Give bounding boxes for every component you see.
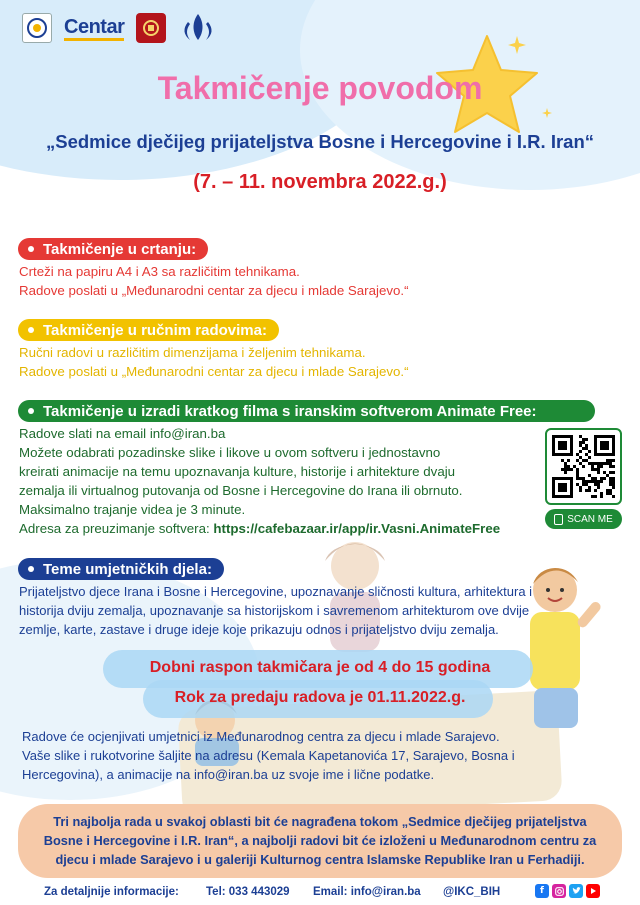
award-line: Tri najbolja rada u svakoj oblasti bit će nagrađena tokom „Sedmice dječijeg prijateljstva xyxy=(53,814,587,829)
handcraft-line: Radove poslati u „Međunarodni centar za djecu i mlade Sarajevo.“ xyxy=(19,364,409,379)
instagram-icon[interactable] xyxy=(552,884,566,898)
youtube-icon[interactable] xyxy=(586,884,600,898)
age-range: Dobni raspon takmičara je od 4 do 15 godina xyxy=(149,659,491,676)
social-handle[interactable]: @IKC_BIH xyxy=(443,886,501,898)
qr-code-icon[interactable] xyxy=(545,428,622,505)
handcraft-line: Ručni radovi u različitim dimenzijama i željenim tehnikama. xyxy=(19,345,366,360)
themes-line: Prijateljstvo djece Irana i Bosne i Hercegovine, upoznavanje sličnosti kultura, arhitektura i xyxy=(19,584,533,599)
film-competition-heading xyxy=(18,400,595,422)
event-dates: (7. – 11. novembra 2022.g.) xyxy=(193,171,447,193)
film-line: Radove slati na email info@iran.ba xyxy=(19,426,226,441)
facebook-icon[interactable]: f xyxy=(535,884,549,898)
bullet-icon xyxy=(28,327,34,333)
event-subtitle: „Sedmice dječijeg prijateljstva Bosne i Hercegovine i I.R. Iran“ xyxy=(46,131,594,152)
social-icons xyxy=(535,884,600,898)
scan-label: SCAN ME xyxy=(567,513,613,525)
centar-logo: Centar xyxy=(64,16,124,41)
award-text xyxy=(28,812,612,869)
film-line: Možete odabrati pozadinske slike i likove u ovom softveru i jednostavno xyxy=(19,445,441,460)
phone-number[interactable]: Tel: 033 443029 xyxy=(206,886,290,898)
phone-icon xyxy=(554,514,563,525)
evaluation-line: Vaše slike i rukotvorine šaljite na adresu (Kemala Kapetanovića 17, Sarajevo, Bosna i xyxy=(22,748,515,763)
drawing-line: Crteži na papiru A4 i A3 sa različitim tehnikama. xyxy=(19,264,300,279)
info-label: Za detaljnije informacije: xyxy=(44,886,179,898)
themes-line: zemlje, karte, zastave i druge ideje koje prikazuju odnos i prijateljstvo dviju zemalja. xyxy=(19,622,499,637)
bullet-icon xyxy=(28,566,34,572)
themes-heading xyxy=(18,558,224,580)
drawing-line: Radove poslati u „Međunarodni centar za djecu i mlade Sarajevo.“ xyxy=(19,283,409,298)
film-line: Maksimalno trajanje videa je 3 minute. xyxy=(19,502,246,517)
award-line: Bosne i Hercegovine i I.R. Iran“, a najbolji radovi bit će izloženi u Međunarodnom centru za xyxy=(43,833,597,848)
evaluation-line: Hercegovina), a animacije na info@iran.ba uz svoje ime i lične podatke. xyxy=(22,767,435,782)
heading-label: Teme umjetničkih djela: xyxy=(43,560,212,578)
drawing-competition-heading xyxy=(18,238,208,260)
film-line: kreirati animacije na temu upoznavanja kulture, historije i arhitekture dvaju xyxy=(19,464,456,479)
sparkle-icon xyxy=(508,36,526,54)
twitter-icon[interactable] xyxy=(569,884,583,898)
software-link[interactable]: https://cafebazaar.ir/app/ir.Vasni.AnimateFree xyxy=(213,521,501,536)
submission-deadline: Rok za predaju radova je 01.11.2022.g. xyxy=(174,689,466,706)
red-emblem-logo xyxy=(136,13,166,43)
award-line: djecu i mlade Sarajevo i u galeriji Kulturnog centra Islamske Republike Iran u Ferhadiji. xyxy=(55,852,585,867)
heading-label: Takmičenje u ručnim radovima: xyxy=(43,321,267,339)
themes-line: historija dviju zemalja, upoznavanje sa historijskom i savremenom arhitekturom ove dvije xyxy=(19,603,530,618)
evaluation-line: Radove će ocjenjivati umjetnici iz Međunarodnog centra za djecu i mlade Sarajevo. xyxy=(22,729,500,744)
page-title: Takmičenje povodom xyxy=(157,70,483,106)
scan-me-button[interactable] xyxy=(545,509,622,529)
bullet-icon xyxy=(28,246,34,252)
address-label: Adresa za preuzimanje softvera: xyxy=(19,521,210,536)
heading-label: Takmičenje u izradi kratkog filma s iranskim softverom Animate Free: xyxy=(43,402,537,420)
institution-logo xyxy=(22,13,52,43)
handcraft-competition-heading xyxy=(18,319,279,341)
software-address xyxy=(19,519,500,538)
iran-emblem-logo xyxy=(178,12,218,44)
film-line: zemalja ili virtualnog putovanja od Bosne i Hercegovine do Irana ili obrnuto. xyxy=(19,483,463,498)
bullet-icon xyxy=(28,408,34,414)
heading-label: Takmičenje u crtanju: xyxy=(43,240,197,258)
sparkle-icon xyxy=(542,108,552,118)
email-address[interactable]: Email: info@iran.ba xyxy=(313,886,421,898)
partner-logos xyxy=(22,12,218,44)
